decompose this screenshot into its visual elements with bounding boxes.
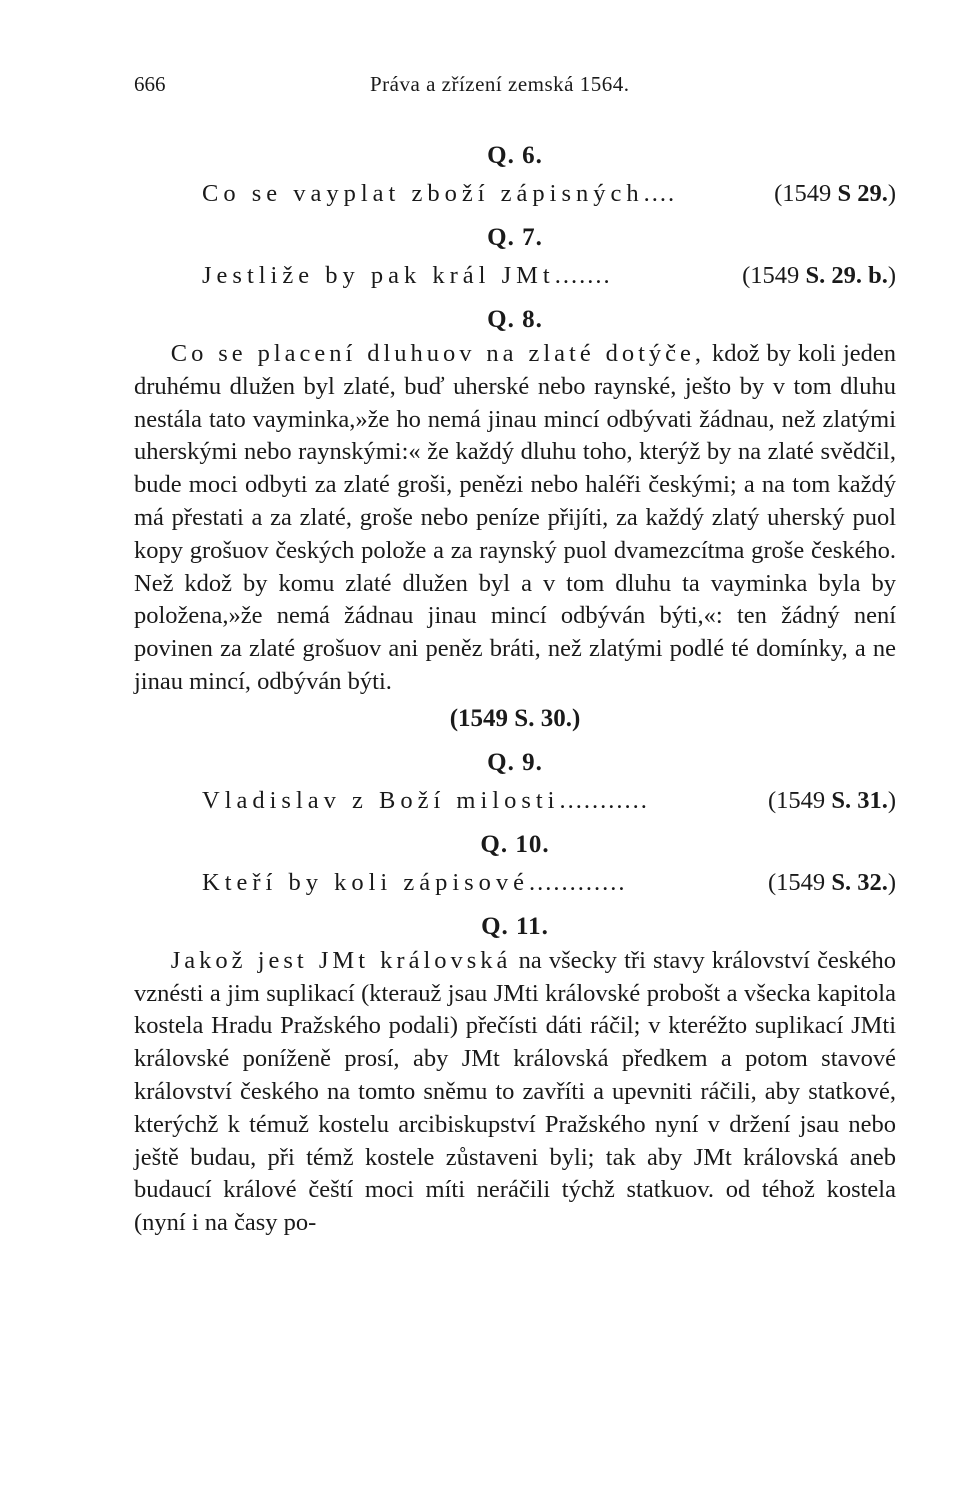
entry-lead (202, 174, 676, 214)
ref-section: S. 31. (831, 786, 888, 814)
entry-reference (768, 863, 896, 903)
page-header (134, 72, 894, 102)
entry-q6 (134, 174, 896, 214)
page-number: 666 (134, 72, 166, 96)
ref-close: ) (887, 262, 896, 289)
ref-section: S 29. (837, 180, 888, 207)
paragraph-q8 (134, 338, 896, 699)
paragraph-text: na všecky tři stavy království českého vznésti a jim suplikací (kterauž jsau JMti královské probošt a všecka kapitola kostela Hradu Pražského podali) přečísti dáti ráčil; v kteréžto suplikací JMti královské poníženě prosí, aby JMt královská předkem a potom stavové království českého na tomto sněmu to zavříti a upevniti ráčili, aby statkové, kterýchž k témuž kostelu arcibiskupství Pražského nyní v držení jsau nebo ještě budau, při témž kostele zůstaveni byli; tak aby JMt královská aneb budaucí králové čeští moci míti neráčili týchž statkuov. od téhož kostela (nyní i na časy po- (134, 946, 896, 1237)
entry-reference (768, 781, 896, 821)
section-heading-q9: Q. 9. (487, 748, 543, 776)
entry-text: Jestliže by pak král JMt (202, 262, 555, 289)
ref-section: S. 32. (831, 868, 888, 896)
paragraph-opening: Jakož jest JMt královská (170, 946, 512, 974)
ref-year: (1549 (742, 262, 800, 289)
paragraph-text: kdož by koli jeden druhému dlužen byl zlaté, buď uherské nebo raynské, ješto by v tom dluhu nestála tato vayminka,»že ho nemá jinau mincí odbývati žádnau, než zlatými uherskými nebo raynskými:« že každý dluhu toho, kterýž by na zlaté svědčil, bude moci odbyti za zlaté groši, penězi nebo haléři českými; a na tom každý má přestati a za zlaté, groše nebo peníze přijíti, za každý zlatý uherský puol kopy grošuov českých polože a za raynský puol dvamezcítma groše českého. Než kdož by komu zlaté dlužen byl a v tom dluhu ta vayminka byla by položena,»že nemá žádnau jinau mincí odbýván býti,«: ten žádný není povinen za zlaté grošuov ani peněz bráti, než zlatými podlé té domínky, a ne jinau mincí, odbýván býti. (134, 340, 897, 695)
entry-reference (742, 256, 896, 296)
page-body (134, 138, 896, 1240)
dot-leader: ............ (529, 868, 627, 896)
section-heading-q6: Q. 6. (487, 142, 543, 169)
reference-q8: (1549 S. 30.) (449, 704, 581, 732)
entry-text: Co se vayplat zboží zápisných (202, 180, 644, 207)
running-title: Práva a zřízení zemská 1564. (370, 72, 630, 96)
ref-year: (1549 (768, 868, 826, 896)
ref-year: (1549 (774, 180, 832, 207)
section-heading-q11: Q. 11. (481, 912, 549, 940)
entry-q9 (134, 781, 896, 821)
entry-lead (202, 863, 627, 903)
dot-leader: .... (643, 180, 677, 207)
dot-leader: ....... (554, 262, 612, 289)
ref-close: ) (887, 868, 896, 896)
paragraph-q11 (134, 945, 896, 1240)
ref-section: S. 29. b. (805, 262, 888, 289)
entry-text: Vladislav z Boží milosti (202, 786, 560, 814)
entry-q7 (134, 256, 896, 296)
entry-reference (774, 174, 896, 214)
entry-lead (202, 256, 612, 296)
section-heading-q8: Q. 8. (487, 306, 543, 333)
section-heading-q10: Q. 10. (480, 830, 550, 858)
ref-close: ) (887, 180, 896, 207)
entry-q10 (134, 863, 896, 903)
dot-leader: ........... (559, 786, 649, 814)
entry-text: Kteří by koli zápisové (202, 868, 530, 896)
section-heading-q7: Q. 7. (487, 224, 543, 251)
ref-close: ) (887, 786, 896, 814)
ref-year: (1549 (768, 786, 826, 814)
paragraph-opening: Co se placení dluhuov na zlaté dotýče, (170, 340, 706, 367)
entry-lead (202, 781, 649, 821)
